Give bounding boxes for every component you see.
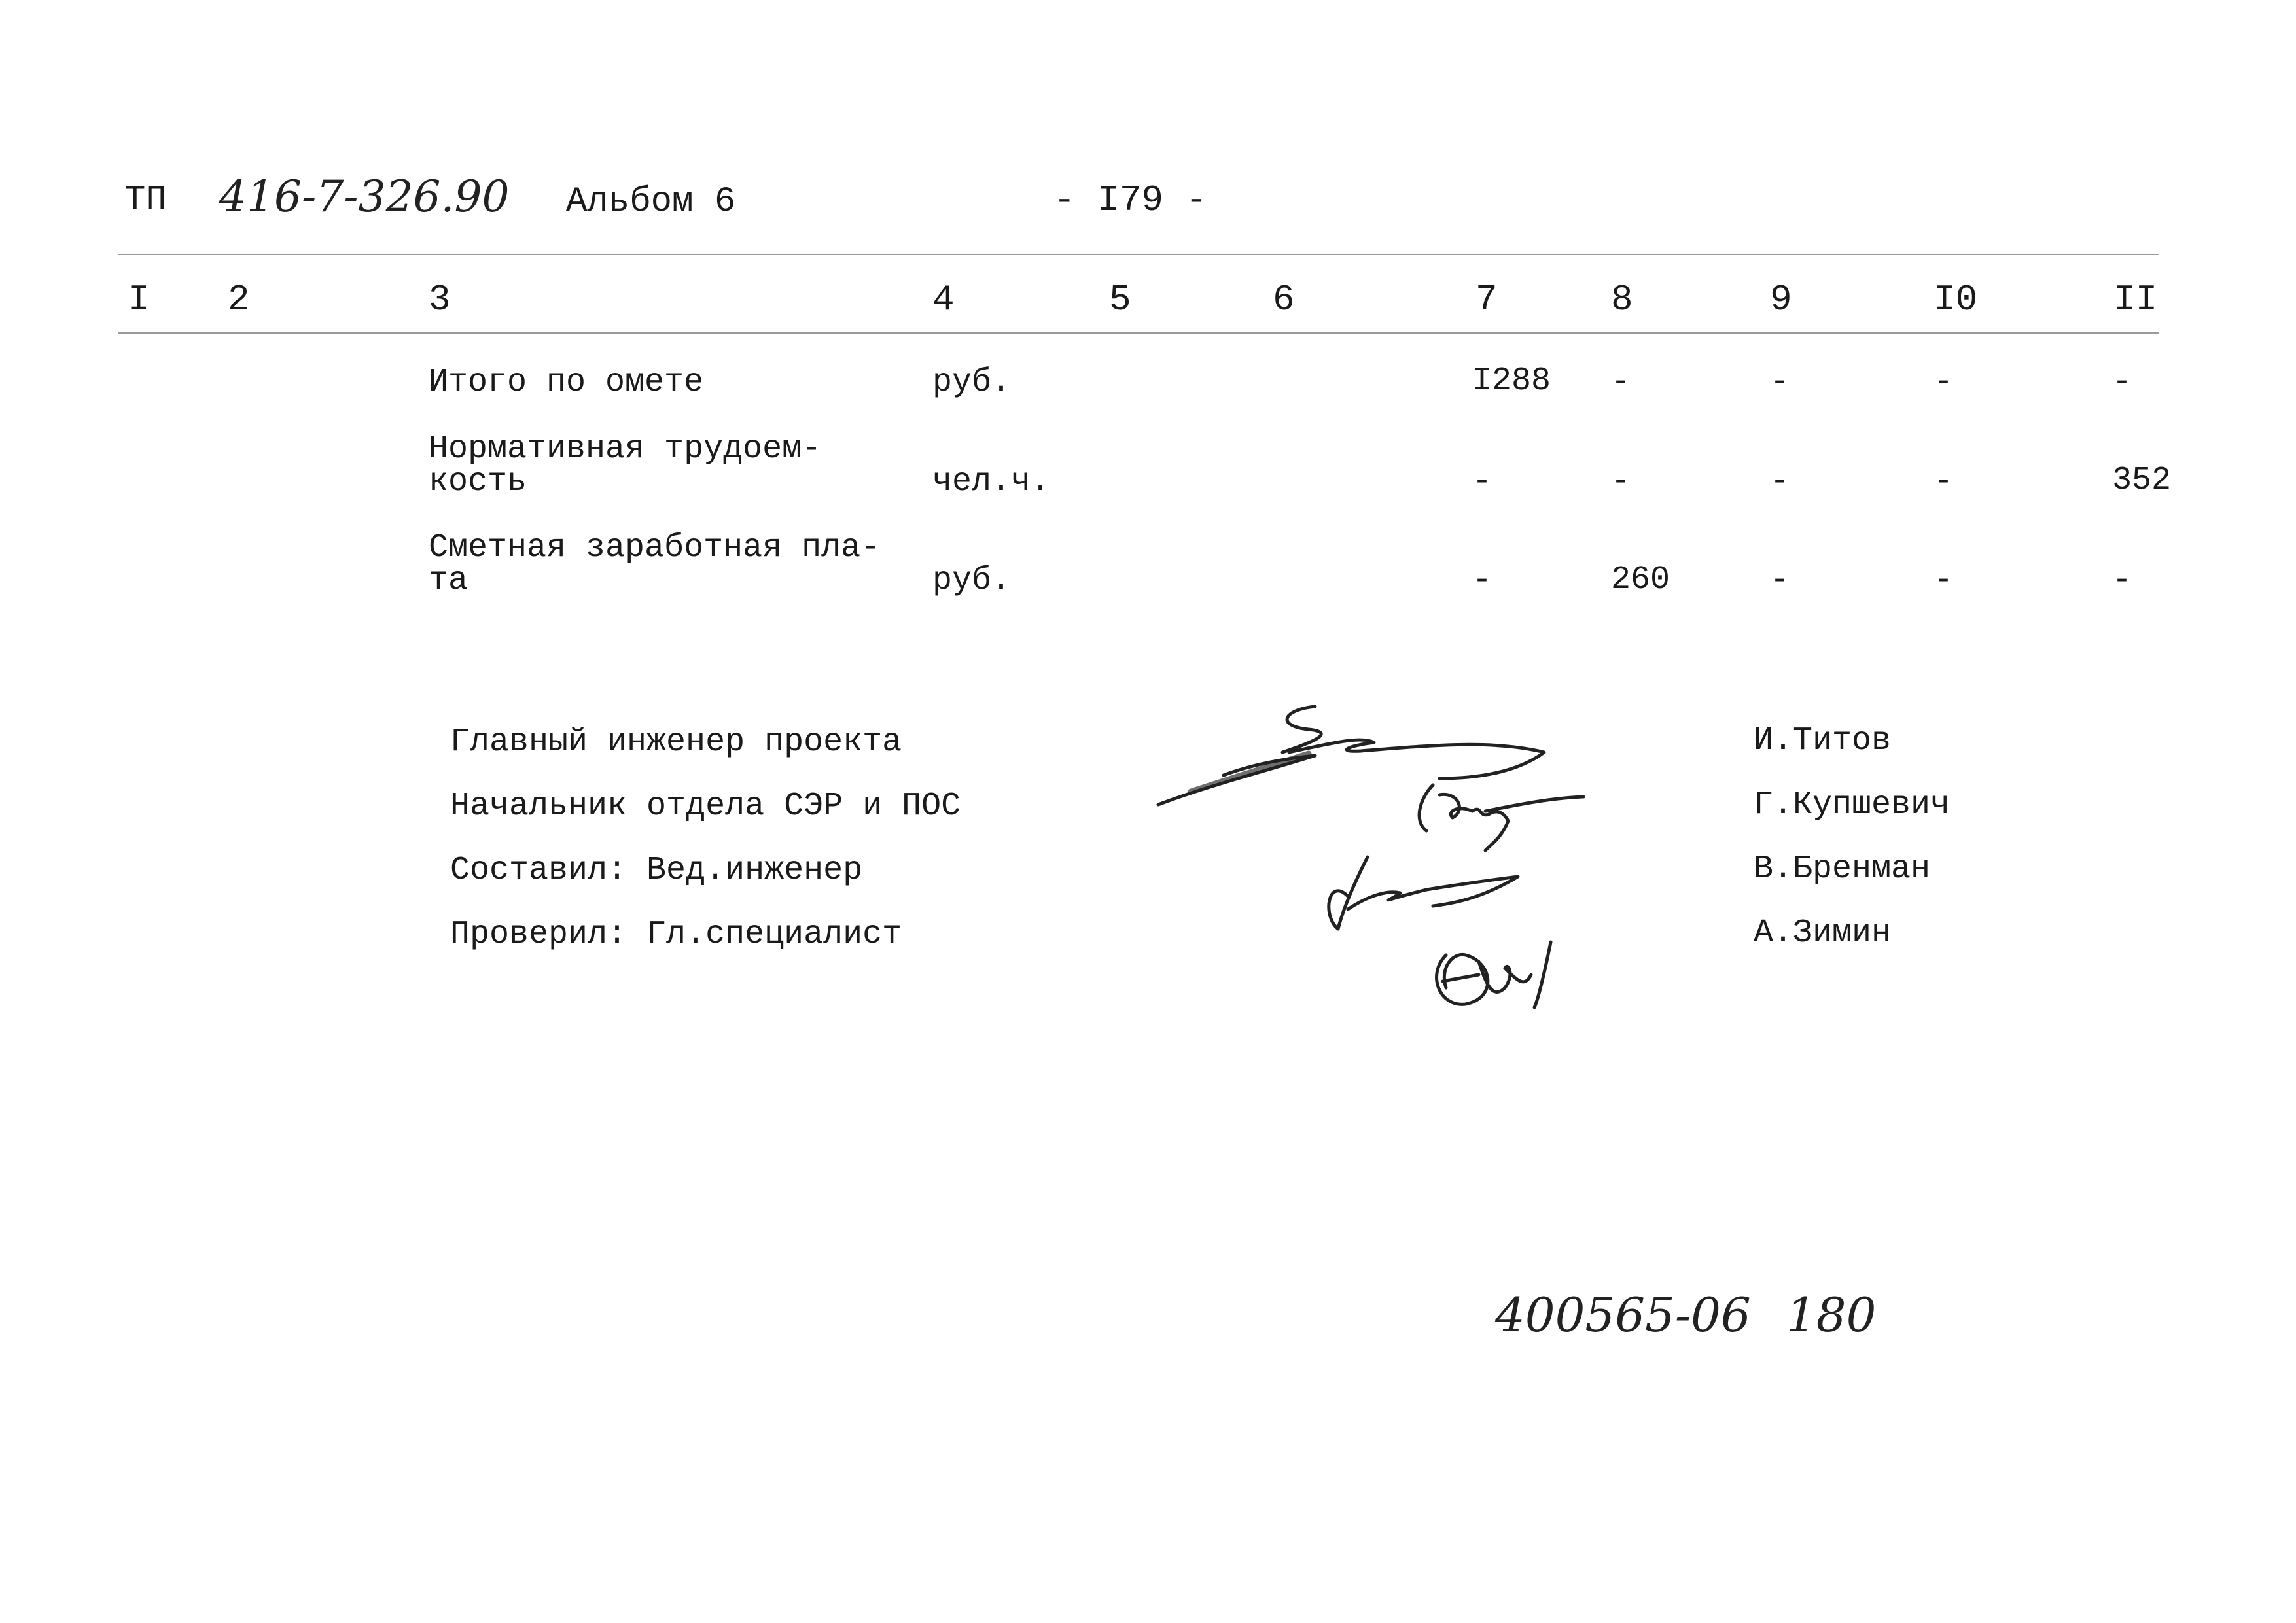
- header-bottom-rule: [118, 332, 2159, 334]
- col-3: 3: [429, 279, 451, 321]
- row-col11: -: [2112, 364, 2132, 401]
- row-col10: -: [1934, 364, 1954, 401]
- row-name-line1: Сметная заработная пла-: [429, 529, 881, 567]
- col-7: 7: [1475, 279, 1498, 321]
- row-col8: -: [1611, 463, 1631, 500]
- row-col9: -: [1770, 463, 1790, 500]
- row-col11: -: [2112, 562, 2132, 599]
- row-name-line2: кость: [429, 463, 527, 500]
- row-unit: чел.ч.: [932, 463, 1051, 500]
- signatory-name: И.Титов: [1754, 722, 1892, 759]
- col-9: 9: [1770, 279, 1792, 321]
- row-col7: -: [1472, 463, 1492, 500]
- signatory-role: Составил: Вед.инженер: [450, 852, 863, 889]
- col-10: I0: [1934, 279, 1978, 321]
- album-label: Альбом 6: [566, 182, 736, 222]
- inventory-number: 400565-06: [1495, 1287, 1751, 1342]
- row-col9: -: [1770, 562, 1790, 599]
- col-4: 4: [932, 279, 955, 321]
- project-number: 416-7-326.90: [219, 171, 510, 222]
- row-col8: 260: [1611, 561, 1670, 599]
- signatory-name: Г.Купшевич: [1754, 786, 1951, 824]
- col-11: II: [2113, 279, 2158, 321]
- row-name-line2: та: [429, 562, 468, 599]
- row-col11: 352: [2112, 462, 2172, 499]
- row-col10: -: [1934, 463, 1954, 500]
- handwritten-signatures: [1152, 680, 1662, 1021]
- row-col7: -: [1472, 562, 1492, 599]
- signature-3: [1329, 857, 1518, 929]
- row-col7: I288: [1472, 362, 1551, 400]
- sheet-number: 180: [1786, 1287, 1877, 1342]
- row-col9: -: [1770, 364, 1790, 401]
- signature-2: [1419, 785, 1583, 850]
- col-6: 6: [1273, 279, 1295, 321]
- doc-prefix: ТП: [124, 181, 167, 220]
- signature-1: [1158, 707, 1544, 805]
- row-col8: -: [1611, 364, 1631, 401]
- signatory-role: Начальник отдела СЭР и ПОС: [450, 788, 961, 825]
- col-2: 2: [228, 279, 250, 321]
- page-number: - I79 -: [1053, 179, 1208, 221]
- row-name: Итого по омете: [429, 364, 704, 401]
- col-5: 5: [1109, 279, 1131, 321]
- header-top-rule: [118, 254, 2159, 255]
- signatory-role: Проверил: Гл.специалист: [450, 916, 902, 953]
- signatory-name: А.Зимин: [1754, 915, 1892, 952]
- row-name-line1: Нормативная трудоем-: [429, 430, 822, 468]
- row-col10: -: [1934, 562, 1954, 599]
- row-unit: руб.: [932, 562, 1012, 599]
- signatory-role: Главный инженер проекта: [450, 724, 902, 761]
- col-8: 8: [1611, 279, 1633, 321]
- row-unit: руб.: [932, 364, 1012, 401]
- signature-4: [1437, 942, 1551, 1007]
- signatory-name: В.Бренман: [1754, 850, 1931, 888]
- col-1: I: [128, 279, 150, 321]
